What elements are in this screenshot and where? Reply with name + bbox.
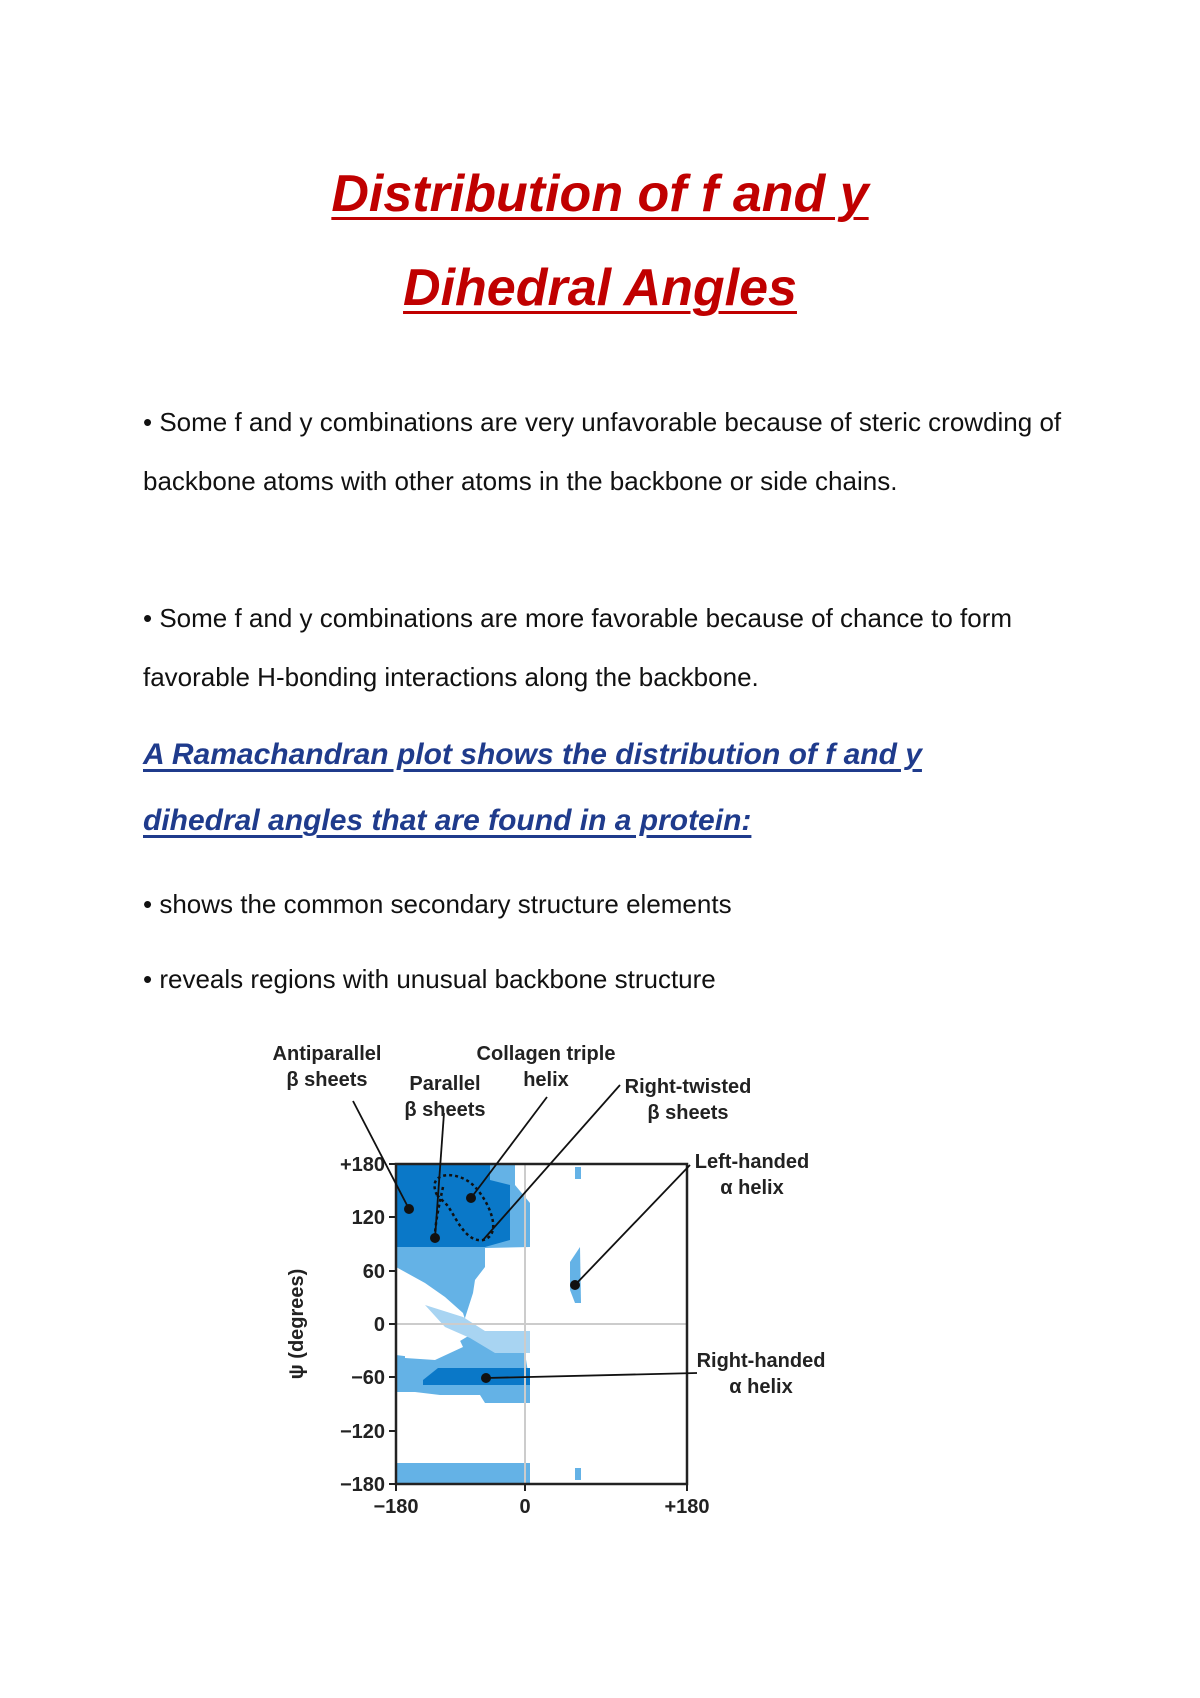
paragraph-favorable: • Some f and y combinations are more favorable because of chance to form favorable H-bonding interactions along the backbone. — [143, 603, 1013, 692]
subheading-line-2: dihedral angles that are found in a protein: — [143, 804, 752, 837]
bottom-right-blip — [575, 1468, 581, 1480]
ramachandran-plot — [272, 1035, 925, 1555]
label-collagen-line-2: helix — [523, 1069, 569, 1091]
label-antiparallel-line-1: Antiparallel — [272, 1043, 382, 1065]
label-parallel-line-1: Parallel — [409, 1073, 481, 1095]
y-tick-label: −60 — [351, 1367, 385, 1389]
label-right-twisted-line-1: Right-twisted — [624, 1076, 752, 1098]
y-axis-label: ψ (degrees) — [286, 1268, 308, 1380]
top-right-blip — [575, 1167, 581, 1179]
label-right-handed-line-2: α helix — [729, 1376, 793, 1398]
page-title-line-1: Distribution of f and y — [331, 165, 869, 223]
x-tick-label: 0 — [519, 1496, 531, 1518]
bottom-strip-region — [396, 1463, 530, 1484]
x-tick-label: +180 — [664, 1496, 710, 1518]
label-right-twisted-line-2: β sheets — [647, 1102, 729, 1124]
y-tick-label: 0 — [373, 1314, 385, 1336]
label-antiparallel-line-2: β sheets — [286, 1069, 368, 1091]
left-helix-region — [570, 1247, 581, 1303]
bullet-secondary-structure: • shows the common secondary structure elements — [143, 889, 732, 919]
ramachandran-figure — [272, 1035, 925, 1555]
paragraph-unfavorable: • Some f and y combinations are very unfavorable because of steric crowding of backbone atoms with other atoms in the backbone or side chains. — [143, 407, 1062, 496]
bullet-unusual-backbone: • reveals regions with unusual backbone structure — [143, 964, 716, 994]
y-tick-label: −180 — [339, 1474, 385, 1496]
y-tick-label: +180 — [339, 1154, 385, 1176]
y-tick-label: 60 — [362, 1261, 385, 1283]
y-tick-label: 120 — [351, 1207, 385, 1229]
y-tick-label: −120 — [339, 1421, 385, 1443]
subheading-line-1: A Ramachandran plot shows the distribution of f and y — [143, 738, 922, 771]
label-right-handed-line-1: Right-handed — [696, 1350, 826, 1372]
label-parallel-line-2: β sheets — [404, 1099, 486, 1121]
x-tick-label: −180 — [373, 1496, 419, 1518]
label-collagen-line-1: Collagen triple — [476, 1043, 616, 1065]
label-left-handed-line-1: Left-handed — [694, 1151, 810, 1173]
label-left-handed-line-2: α helix — [720, 1177, 784, 1199]
page-title-line-2: Dihedral Angles — [403, 259, 797, 317]
